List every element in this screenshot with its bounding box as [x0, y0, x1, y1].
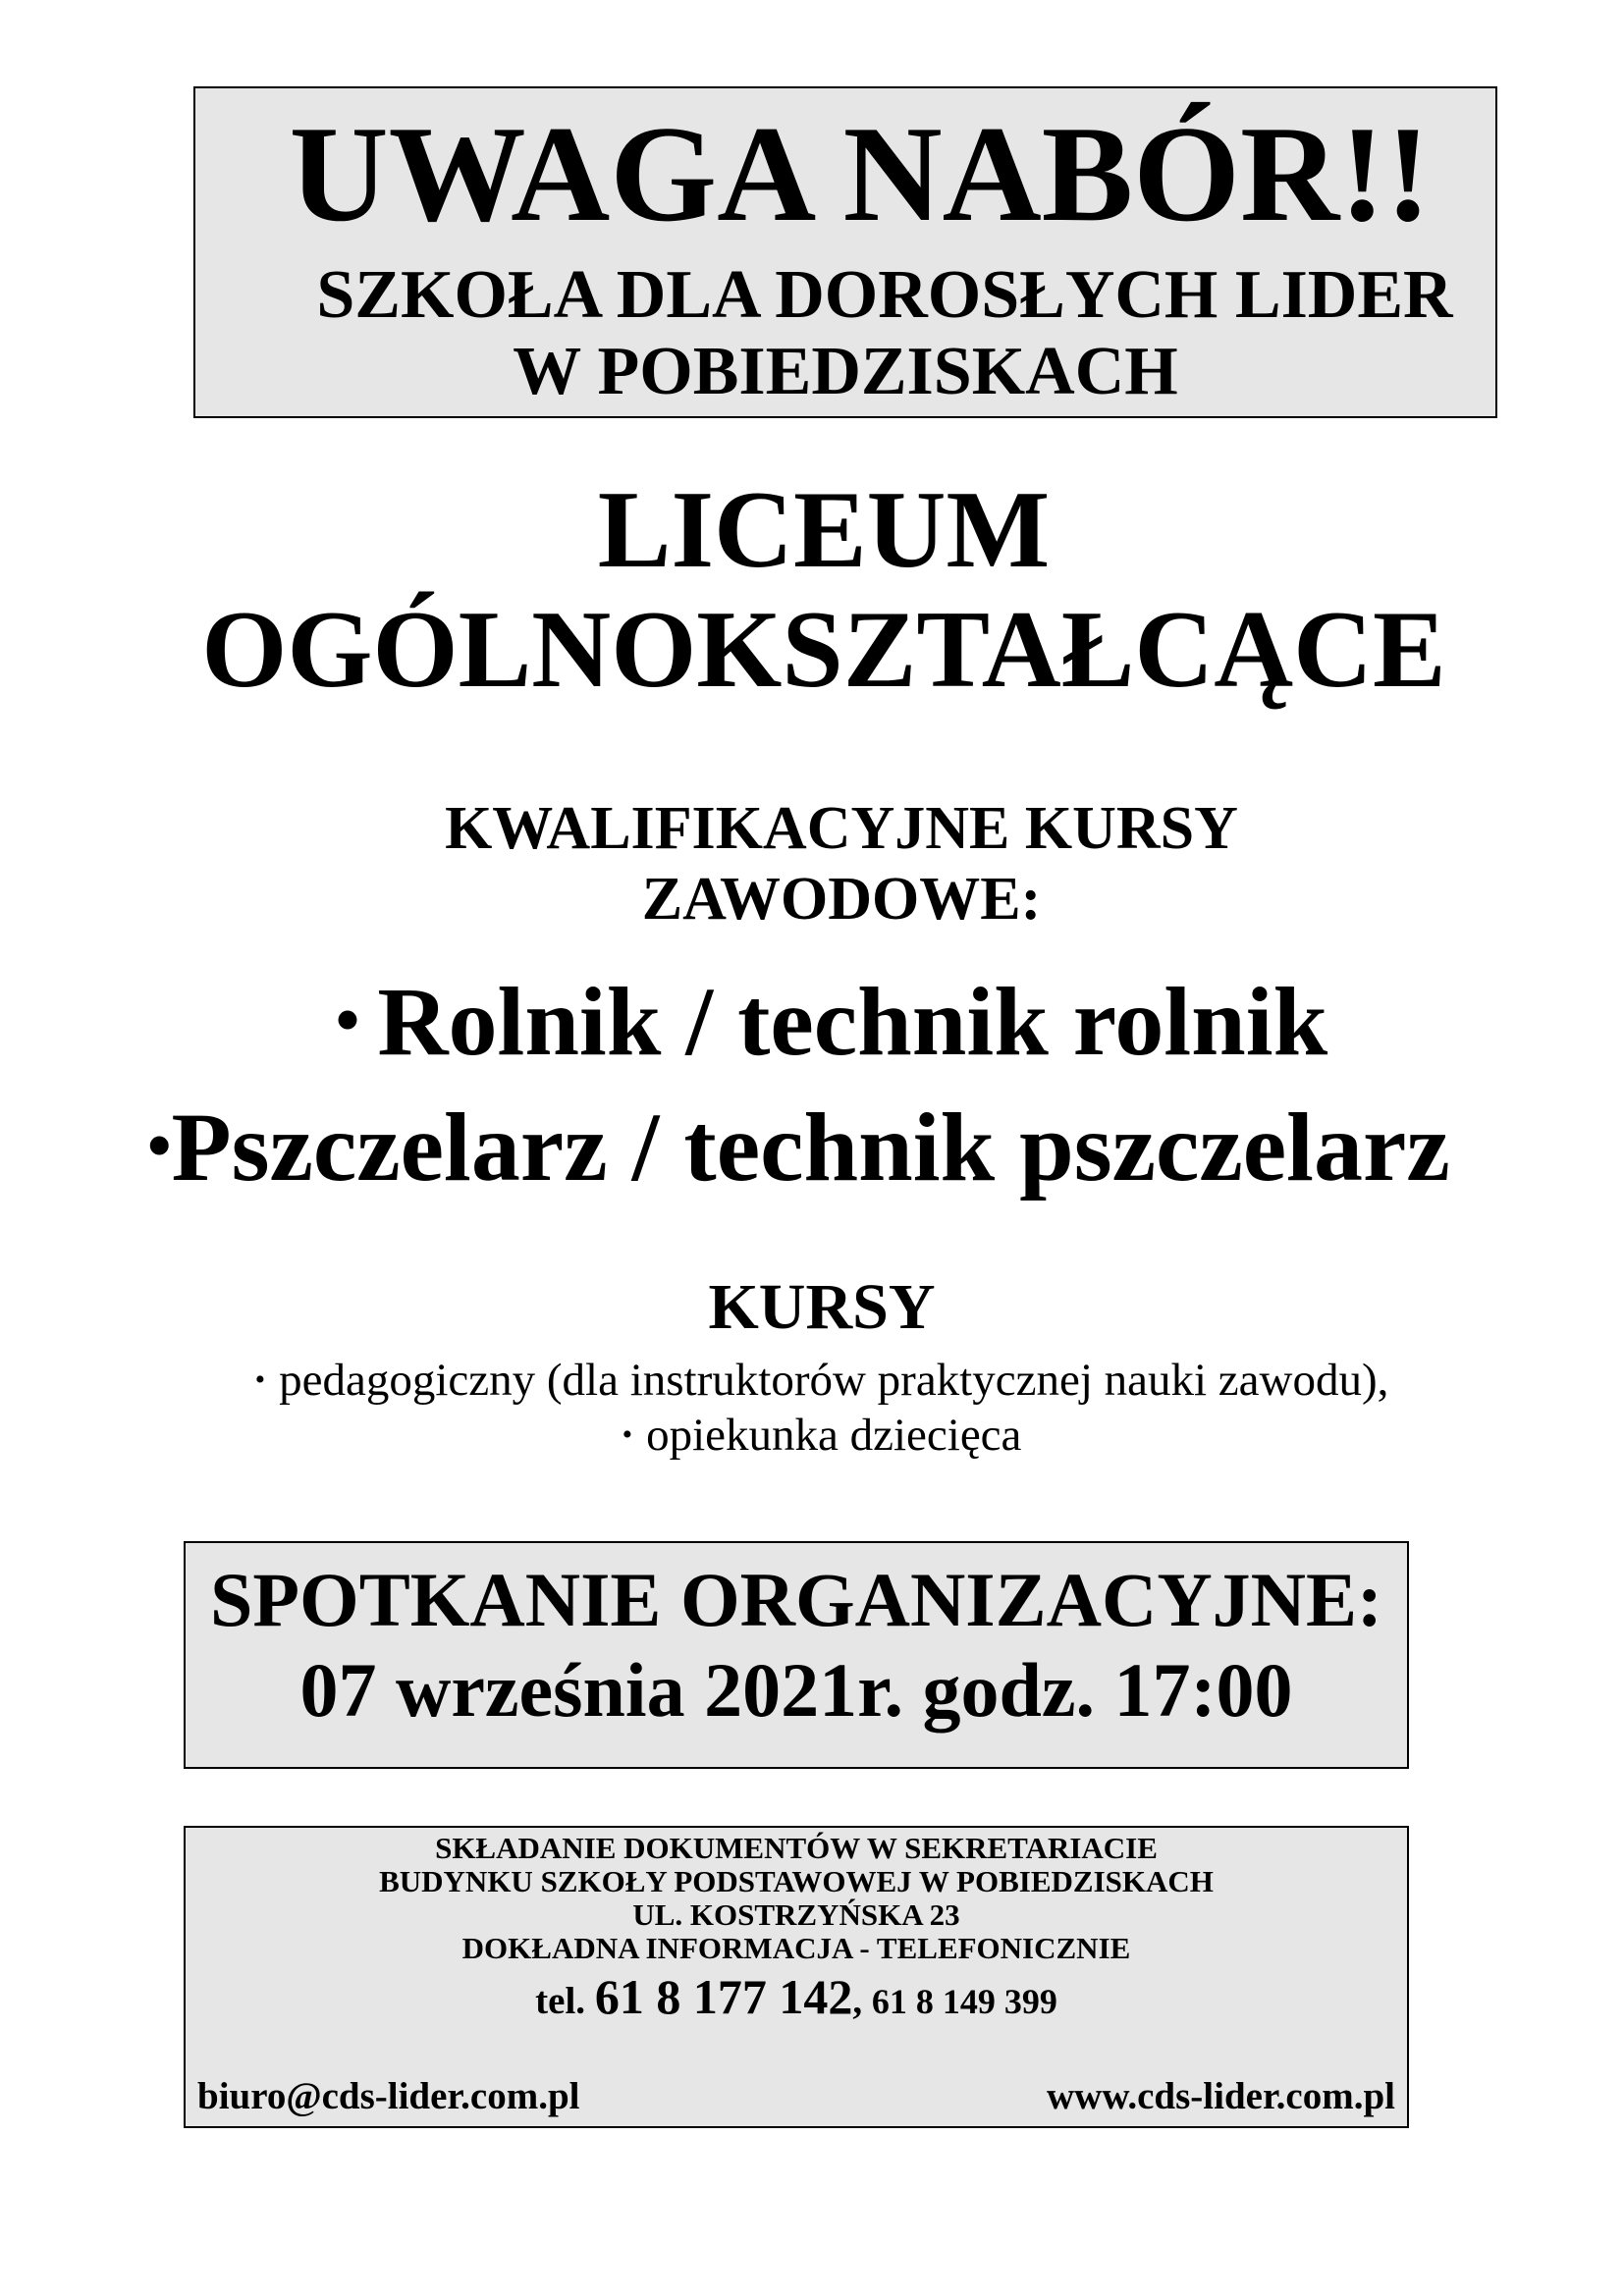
- qualification-course-item: [0, 962, 1624, 1081]
- contact-line1: SKŁADANIE DOKUMENTÓW W SEKRETARIACIE: [435, 1831, 1158, 1865]
- qualification-heading-line1: KWALIFIKACYJNE KURSY: [445, 795, 1238, 862]
- courses-heading: KURSY: [708, 1271, 936, 1343]
- tel-label: tel.: [535, 1980, 586, 2022]
- qualification-course-item: [147, 1088, 1450, 1206]
- contact-box: [184, 1826, 1409, 2128]
- header-subtitle-line1: SZKOŁA DLA DOROSŁYCH LIDER: [316, 257, 1453, 333]
- header-title: UWAGA NABÓR!!: [289, 98, 1432, 250]
- school-type-line2: OGÓLNOKSZTAŁCĄCE: [201, 589, 1446, 711]
- phone-separator: ,: [852, 1980, 863, 2022]
- contact-line4: DOKŁADNA INFORMACJA - TELEFONICZNIE: [461, 1931, 1131, 1965]
- qualification-course-label: Pszczelarz / technik pszczelarz: [171, 1093, 1450, 1201]
- contact-line2: BUDYNKU SZKOŁY PODSTAWOWEJ W POBIEDZISKACH: [379, 1864, 1214, 1898]
- qualification-heading-line2: ZAWODOWE:: [641, 866, 1042, 933]
- bullet-icon: •: [254, 1363, 266, 1396]
- email-link[interactable]: biuro@cds-lider.com.pl: [197, 2075, 580, 2117]
- header-box: [193, 86, 1497, 418]
- website-link[interactable]: www.cds-lider.com.pl: [1047, 2075, 1395, 2117]
- phone-line: [186, 1965, 1407, 2033]
- course-label: opiekunka dziecięca: [646, 1410, 1022, 1461]
- header-subtitle-line2: W POBIEDZISKACH: [513, 334, 1178, 409]
- school-type-line1: LICEUM: [597, 469, 1051, 591]
- meeting-box: [184, 1541, 1409, 1769]
- qualification-course-label: Rolnik / technik rolnik: [377, 967, 1328, 1076]
- meeting-heading: SPOTKANIE ORGANIZACYJNE:: [210, 1557, 1382, 1642]
- contact-address: UL. KOSTRZYŃSKA 23: [632, 1897, 960, 1932]
- phone-secondary[interactable]: 61 8 149 399: [871, 1982, 1057, 2021]
- course-label: pedagogiczny (dla instruktorów praktycznej nauki zawodu),: [279, 1355, 1389, 1406]
- bullet-icon: •: [147, 1108, 172, 1184]
- phone-primary[interactable]: 61 8 177 142: [594, 1969, 853, 2024]
- bullet-icon: •: [335, 983, 360, 1058]
- meeting-date-time: 07 września 2021r. godz. 17:00: [299, 1647, 1293, 1733]
- course-item: [0, 1408, 1624, 1463]
- course-item: [0, 1353, 1624, 1408]
- bullet-icon: •: [622, 1418, 633, 1451]
